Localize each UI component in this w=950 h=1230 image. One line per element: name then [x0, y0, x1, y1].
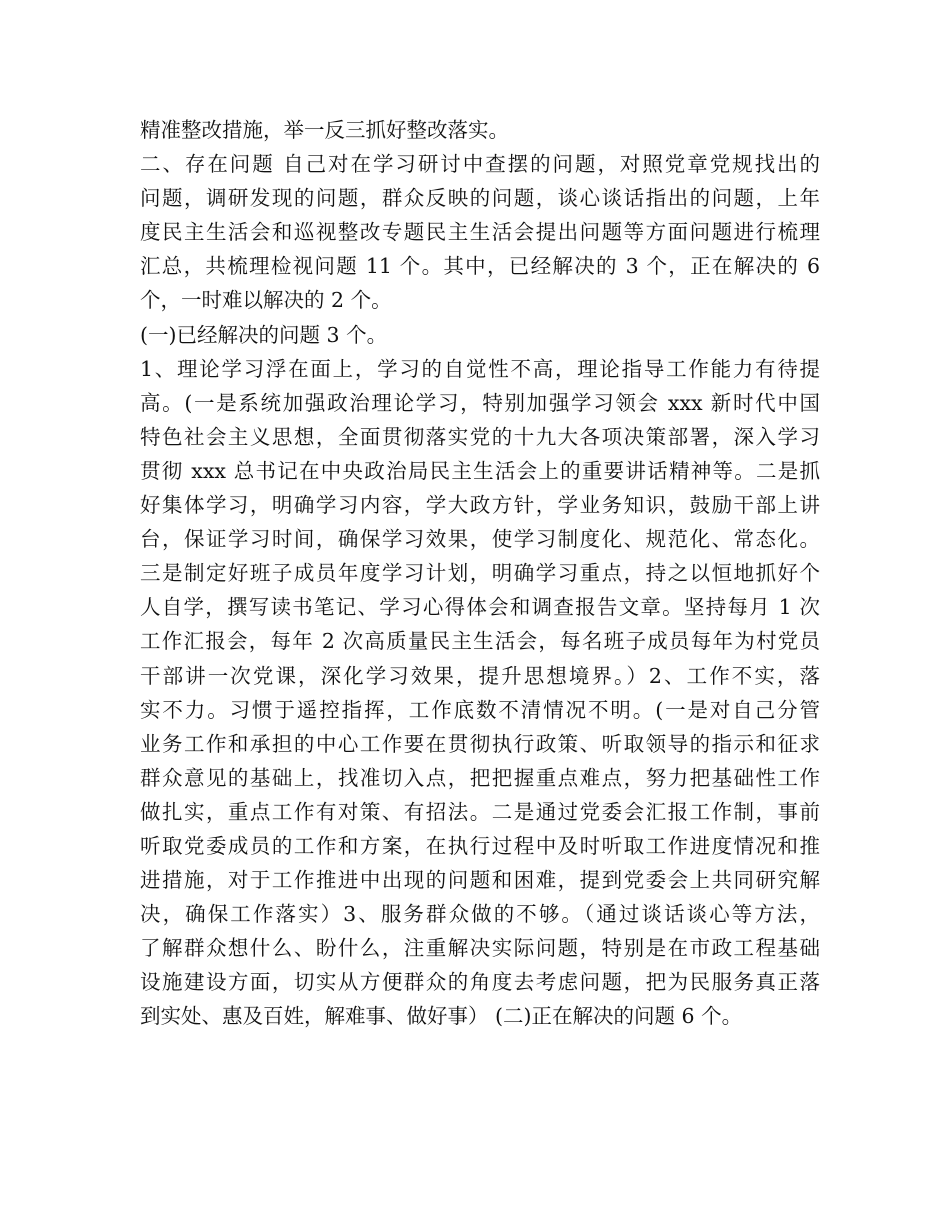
text-line: 台，保证学习时间，确保学习效果，使学习制度化、规范化、常态化。	[140, 527, 820, 552]
body-text	[140, 113, 820, 1034]
text-line: 干部讲一次党课，深化学习效果，提升思想境界。）2、工作不实，落	[140, 663, 820, 688]
text-line: 贯彻 xxx 总书记在中央政治局民主生活会上的重要讲话精神等。二是抓	[140, 458, 820, 483]
text-line: 实不力。习惯于遥控指挥，工作底数不清情况不明。(一是对自己分管	[140, 697, 820, 722]
text-line: 群众意见的基础上，找准切入点，把把握重点难点，努力把基础性工作	[140, 765, 820, 790]
text-line: 问题，调研发现的问题，群众反映的问题，谈心谈话指出的问题，上年	[140, 186, 820, 211]
text-line: 特色社会主义思想，全面贯彻落实党的十九大各项决策部署，深入学习	[140, 424, 820, 449]
text-line: 人自学，撰写读书笔记、学习心得体会和调查报告文章。坚持每月 1 次	[140, 595, 820, 620]
text-line: 听取党委成员的工作和方案，在执行过程中及时听取工作进度情况和推	[140, 833, 820, 858]
text-line: 二、存在问题 自己对在学习研讨中查摆的问题，对照党章党规找出的	[140, 152, 820, 177]
text-line: 1、理论学习浮在面上，学习的自觉性不高，理论指导工作能力有待提	[140, 356, 820, 381]
text-line: 决，确保工作落实）3、服务群众做的不够。（通过谈话谈心等方法，	[140, 902, 820, 927]
text-line: 业务工作和承担的中心工作要在贯彻执行政策、听取领导的指示和征求	[140, 731, 820, 756]
text-line: 工作汇报会，每年 2 次高质量民主生活会，每名班子成员每年为村党员	[140, 629, 820, 654]
text-line: 度民主生活会和巡视整改专题民主生活会提出问题等方面问题进行梳理	[140, 220, 820, 245]
text-line: 设施建设方面，切实从方便群众的角度去考虑问题，把为民服务真正落	[140, 970, 820, 995]
text-line: (一)已经解决的问题 3 个。	[140, 322, 388, 347]
text-line: 了解群众想什么、盼什么，注重解决实际问题，特别是在市政工程基础	[140, 936, 820, 961]
text-line: 高。(一是系统加强政治理论学习，特别加强学习领会 xxx 新时代中国	[140, 390, 820, 415]
text-line: 做扎实，重点工作有对策、有招法。二是通过党委会汇报工作制，事前	[140, 799, 820, 824]
text-line: 汇总，共梳理检视问题 11 个。其中，已经解决的 3 个，正在解决的 6	[140, 254, 820, 279]
text-line: 个，一时难以解决的 2 个。	[140, 288, 392, 313]
text-line: 三是制定好班子成员年度学习计划，明确学习重点，持之以恒地抓好个	[140, 561, 820, 586]
text-line: 精准整改措施，举一反三抓好整改落实。	[140, 118, 509, 142]
text-line: 好集体学习，明确学习内容，学大政方针，学业务知识，鼓励干部上讲	[140, 493, 820, 518]
text-line: 到实处、惠及百姓，解难事、做好事） (二)正在解决的问题 6 个。	[140, 1004, 743, 1029]
text-line: 进措施，对于工作推进中出现的问题和困难，提到党委会上共同研究解	[140, 868, 820, 893]
